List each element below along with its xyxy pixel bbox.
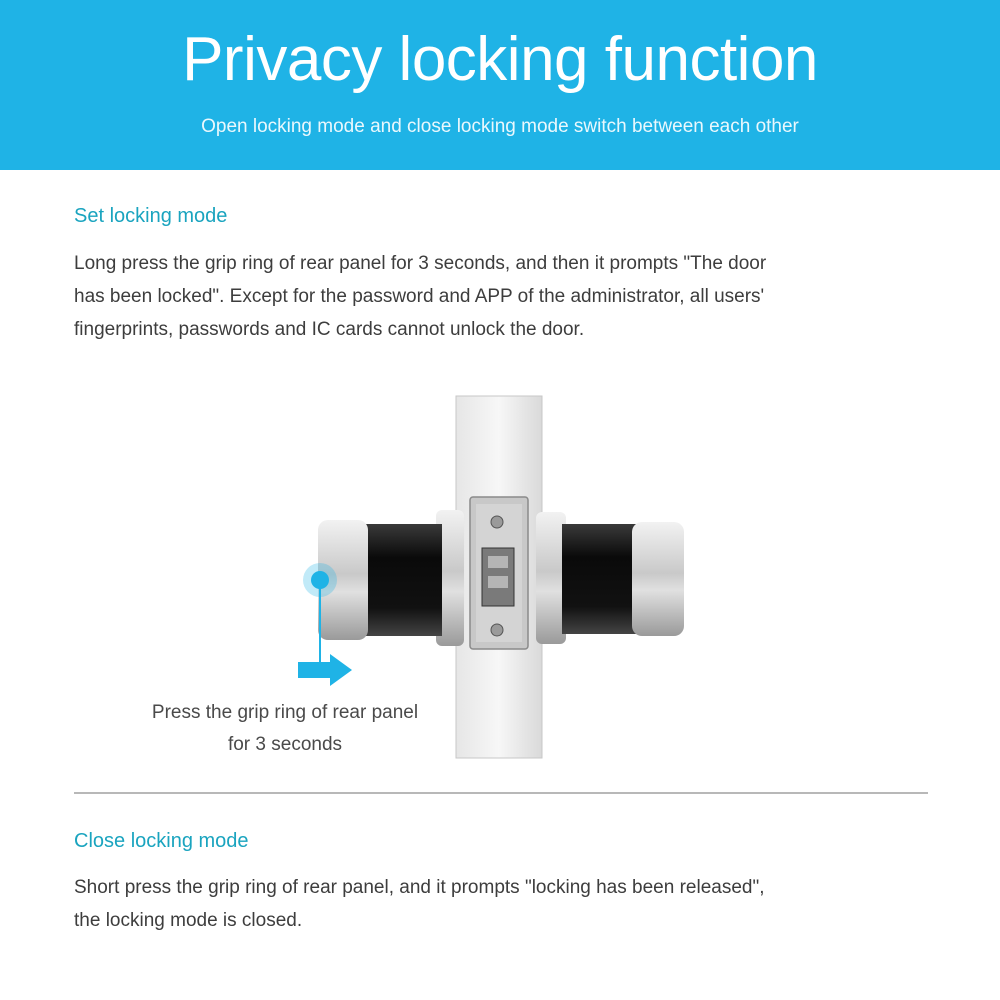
right-rosette	[536, 512, 566, 644]
paragraph-line: the locking mode is closed.	[74, 910, 303, 931]
screw-bottom	[491, 624, 503, 636]
page-subtitle: Open locking mode and close locking mode switch between each other	[201, 116, 799, 137]
set-locking-mode-text	[74, 247, 874, 346]
caption-line: for 3 seconds	[227, 734, 343, 755]
screw-top	[491, 516, 503, 528]
paragraph-line: fingerprints, passwords and IC cards cannot unlock the door.	[74, 319, 585, 340]
close-locking-mode-text	[74, 871, 874, 937]
section-divider	[74, 792, 928, 794]
set-locking-mode-title: Set locking mode	[74, 205, 228, 227]
page-title: Privacy locking function	[182, 25, 818, 94]
left-knob-body	[360, 524, 442, 636]
illustration-caption	[110, 697, 460, 761]
right-end-cap	[632, 522, 684, 636]
header-banner	[0, 0, 1000, 170]
paragraph-line: has been locked". Except for the password and APP of the administrator, all users'	[74, 286, 765, 307]
caption-line: Press the grip ring of rear panel	[151, 702, 419, 723]
right-knob-body	[562, 524, 640, 634]
press-point	[311, 571, 329, 589]
paragraph-line: Short press the grip ring of rear panel, and it prompts "locking has been released",	[74, 877, 765, 898]
paragraph-line: Long press the grip ring of rear panel for 3 seconds, and then it prompts "The door	[74, 253, 767, 274]
arrow-right-icon	[298, 654, 352, 686]
close-locking-mode-title: Close locking mode	[74, 830, 249, 852]
